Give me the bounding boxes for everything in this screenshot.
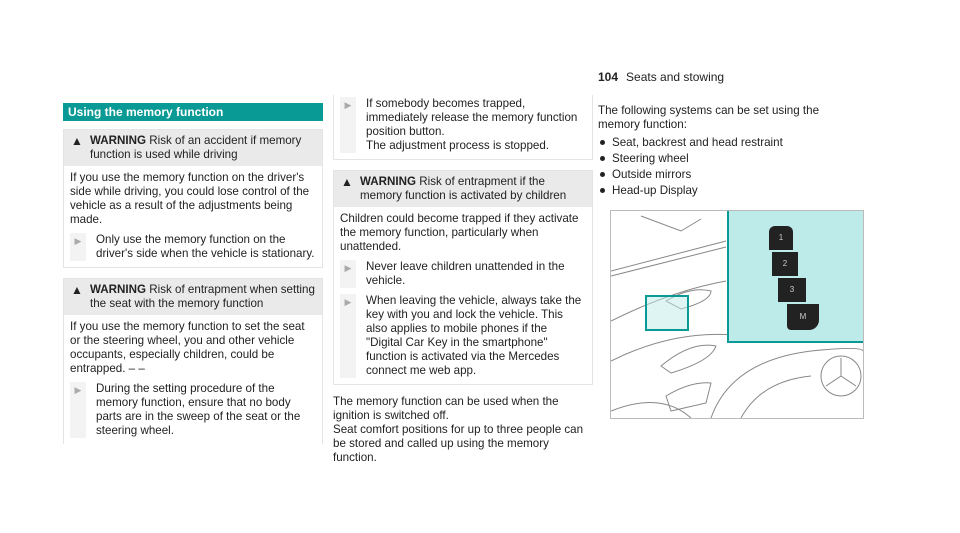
highlight-box bbox=[645, 295, 689, 331]
step-text: Only use the memory function on the driver's side when the vehicle is stationary. bbox=[96, 233, 315, 260]
warning-body: If you use the memory function to set the seat or the steering wheel, you and other vehicle occupants, especially children, could be entrapped. – – bbox=[70, 320, 305, 375]
step-text: During the setting procedure of the memory function, ensure that no body parts are in the sweep of the seat or the steering wheel. bbox=[96, 382, 301, 437]
page-header bbox=[598, 70, 724, 84]
warning-body: If you use the memory function on the driver's side while driving, you could lose control of the vehicle as a result of the adjustments being made. bbox=[70, 171, 310, 226]
door-panel-figure bbox=[610, 210, 864, 419]
section-title: Seats and stowing bbox=[626, 70, 725, 84]
column-3 bbox=[598, 104, 860, 200]
warning-icon: ▲ bbox=[341, 175, 353, 189]
paragraph: Seat comfort positions for up to three people can be stored and called up using the memory function. bbox=[333, 423, 584, 464]
warning-box bbox=[333, 170, 593, 385]
list-item: Head-up Display bbox=[598, 184, 860, 198]
step bbox=[70, 233, 316, 261]
column-2 bbox=[333, 95, 593, 465]
memory-button-m: M bbox=[787, 304, 819, 330]
arrow-icon: ▶ bbox=[340, 294, 356, 378]
warning-continued bbox=[333, 95, 593, 160]
memory-buttons-inset bbox=[727, 211, 864, 343]
warning-title: Risk of an accident if memory function is used while driving bbox=[90, 134, 302, 161]
warning-icon: ▲ bbox=[71, 134, 83, 148]
warning-box bbox=[63, 129, 323, 268]
intro-text: The following systems can be set using the memory function: bbox=[598, 104, 820, 131]
list-item: Steering wheel bbox=[598, 152, 860, 166]
memory-button-2: 2 bbox=[772, 252, 798, 276]
step bbox=[70, 382, 316, 438]
step-text: Never leave children unattended in the vehicle. bbox=[366, 260, 565, 287]
warning-label: WARNING bbox=[90, 283, 147, 296]
systems-list bbox=[598, 136, 860, 198]
warning-title: Risk of entrapment if the memory function is activated by children bbox=[360, 175, 567, 202]
memory-button-1: 1 bbox=[769, 226, 793, 250]
column-1 bbox=[63, 103, 323, 444]
warning-box bbox=[63, 278, 323, 444]
list-item: Seat, backrest and head restraint bbox=[598, 136, 860, 150]
paragraph: The memory function can be used when the ignition is switched off. bbox=[333, 395, 559, 422]
step bbox=[340, 294, 586, 378]
step bbox=[340, 97, 586, 153]
warning-icon: ▲ bbox=[71, 283, 83, 297]
arrow-icon: ▶ bbox=[340, 260, 356, 288]
warning-label: WARNING bbox=[360, 175, 417, 188]
list-item: Outside mirrors bbox=[598, 168, 860, 182]
section-heading: Using the memory function bbox=[63, 103, 323, 121]
memory-button-3: 3 bbox=[778, 278, 806, 302]
warning-label: WARNING bbox=[90, 134, 147, 147]
step-text: When leaving the vehicle, always take the key with you and lock the vehicle. This also applies to mobile phones if the "Digital Car Key in the smartphone" function is activated via the Mercedes connect me web app. bbox=[366, 294, 582, 377]
page-number: 104 bbox=[598, 70, 619, 84]
warning-title: Risk of entrapment when setting the seat with the memory function bbox=[90, 283, 315, 310]
warning-body: Children could become trapped if they activate the memory function, particularly when unattended. bbox=[340, 212, 579, 253]
step-text: If somebody becomes trapped, immediately release the memory function position button. The adjustment process is stopped. bbox=[366, 97, 578, 152]
memory-button-strip bbox=[769, 226, 809, 336]
arrow-icon: ▶ bbox=[340, 97, 356, 153]
arrow-icon: ▶ bbox=[70, 382, 86, 438]
step bbox=[340, 260, 586, 288]
arrow-icon: ▶ bbox=[70, 233, 86, 261]
